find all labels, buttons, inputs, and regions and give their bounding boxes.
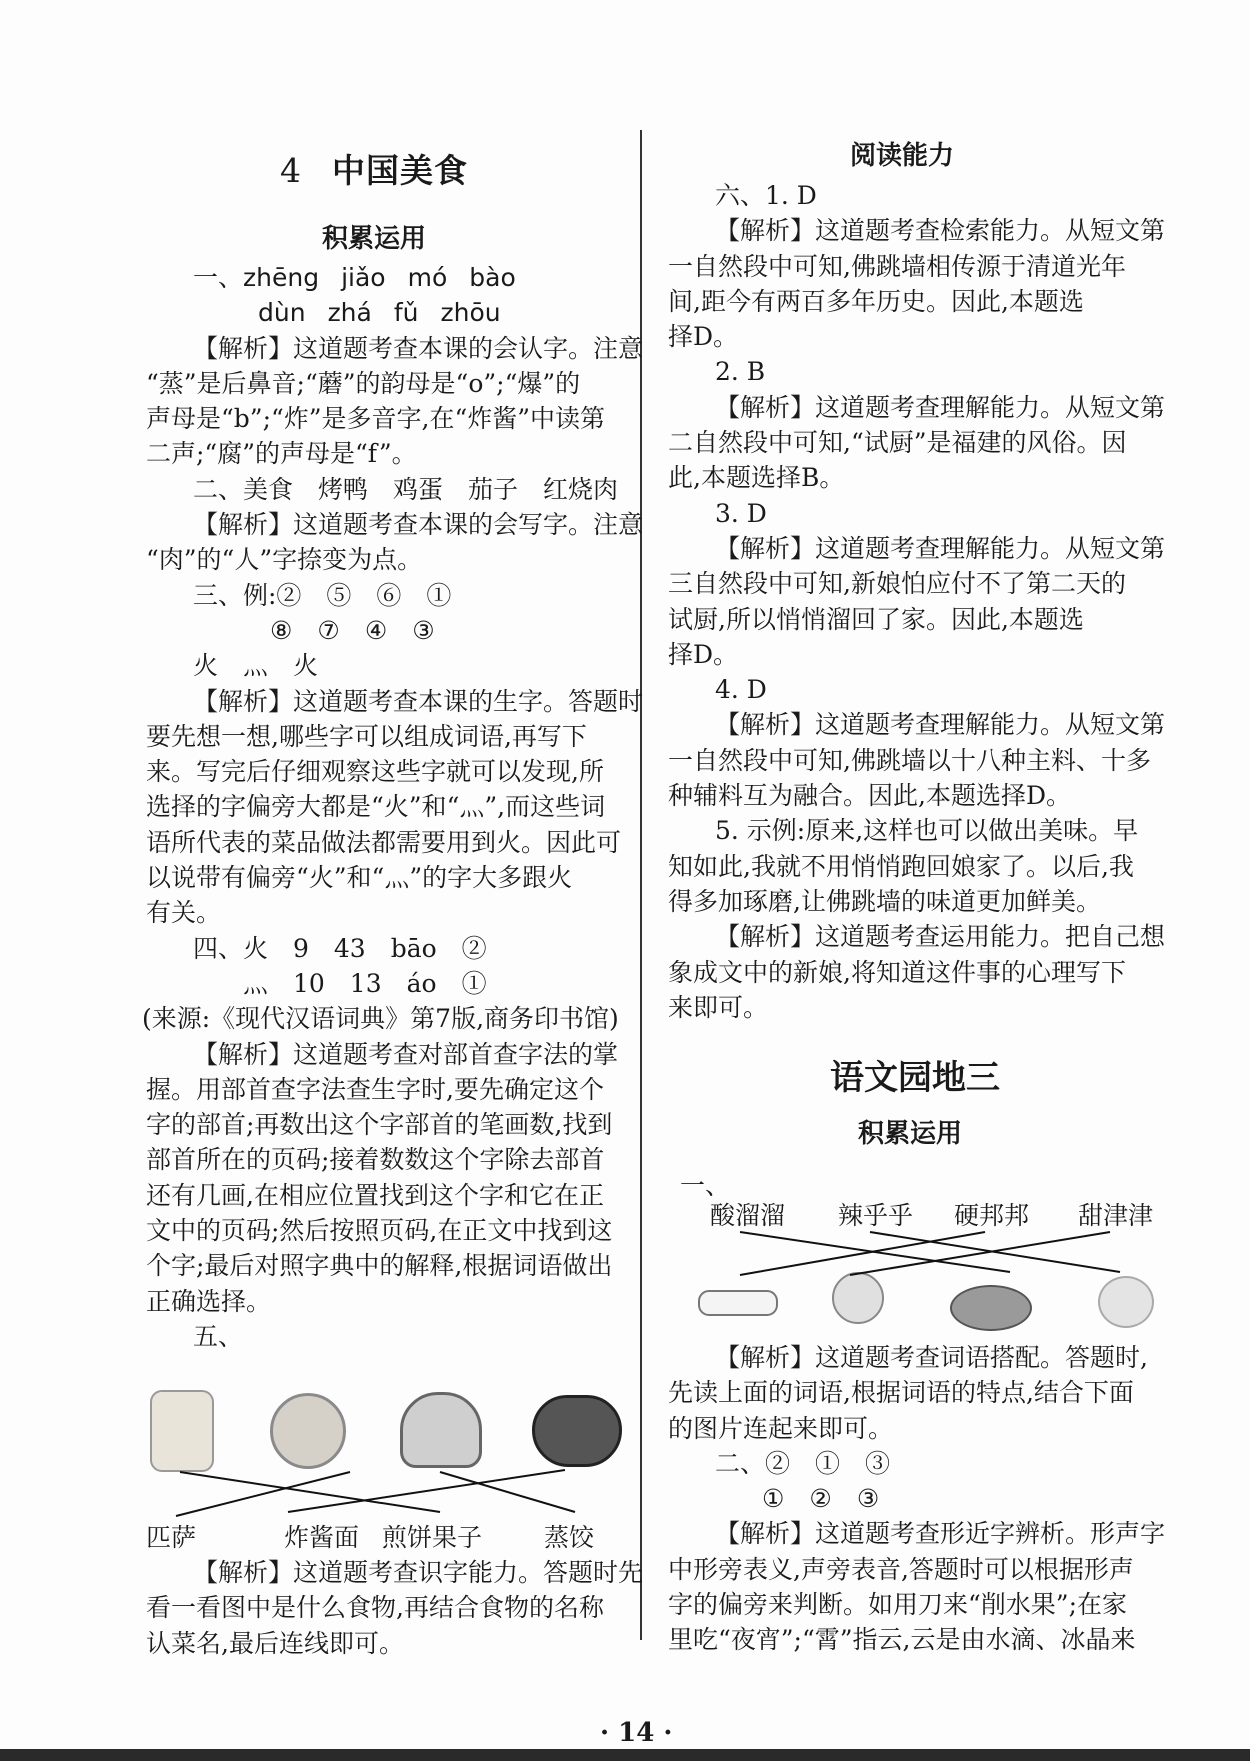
q5-label: 五、 — [193, 1321, 244, 1351]
text-line: 【解析】这道题考查检索能力。从短文第 — [715, 216, 1166, 246]
text-line: 里吃“夜宵”;“霄”指云,云是由水滴、冰晶来 — [668, 1625, 1136, 1655]
text-line: 【解析】这道题考查本课的会写字。注意 — [193, 510, 644, 540]
section-title-reading: 阅读能力 — [850, 141, 955, 171]
text-line: 文中的页码;然后按照页码,在正文中找到这 — [146, 1216, 613, 1246]
text-line: 【解析】这道题考查对部首查字法的掌 — [193, 1039, 619, 1069]
text-line: 选择的字偏旁大都是“火”和“灬”,而这些词 — [146, 792, 606, 822]
pinyin: zhá — [327, 298, 372, 328]
pinyin: fǔ — [393, 298, 419, 328]
text-line: 【解析】这道题考查词语搭配。答题时, — [715, 1343, 1148, 1372]
text-line: 此,本题选择B。 — [668, 463, 845, 493]
q4-row1: 四、火 9 43 bāo ② — [193, 933, 487, 963]
text-line: 以说带有偏旁“火”和“灬”的字大多跟火 — [146, 863, 573, 893]
pinyin: mó — [407, 263, 448, 292]
text-line: 字的部首;再数出这个字部首的笔画数,找到 — [146, 1110, 613, 1140]
taste-word: 硬邦邦 — [954, 1201, 1030, 1230]
r3: 3. D — [715, 498, 767, 528]
page-number: · 14 · — [600, 1718, 673, 1748]
text-line: 【解析】这道题考查识字能力。答题时先 — [193, 1558, 644, 1587]
q3-row1: 三、例:② ⑤ ⑥ ① — [193, 580, 452, 610]
taste-word: 酸溜溜 — [710, 1201, 786, 1230]
taste-word: 辣乎乎 — [838, 1201, 914, 1230]
taste-word: 甜津津 — [1078, 1201, 1154, 1230]
food-name: 匹萨 — [146, 1523, 197, 1552]
q3-row2: ⑧ ⑦ ④ ③ — [270, 615, 435, 645]
food-name: 蒸饺 — [544, 1523, 595, 1552]
pinyin: jiǎo — [341, 263, 386, 292]
q1-label: 一、 — [193, 263, 244, 292]
r4: 4. D — [715, 675, 767, 705]
pinyin: zhēng — [243, 263, 320, 292]
pinyin: bào — [469, 263, 516, 292]
text-line: 声母是“b”;“炸”是多音字,在“炸酱”中读第 — [146, 404, 606, 434]
text-line: 还有几画,在相应位置找到这个字和它在正 — [146, 1180, 604, 1210]
text-line: 【解析】这道题考查运用能力。把自己想 — [715, 922, 1166, 952]
text-line: 二声;“腐”的声母是“f”。 — [146, 439, 417, 469]
u2-row1: 二、② ① ③ — [715, 1448, 891, 1478]
text-line: 试厨,所以悄悄溜回了家。因此,本题选 — [668, 604, 1084, 634]
text-line: 择D。 — [668, 639, 739, 669]
text-line: 【解析】这道题考查本课的生字。答题时 — [193, 686, 644, 716]
text-line: 握。用部首查字法查生字时,要先确定这个 — [146, 1074, 604, 1104]
u2-row2: ① ② ③ — [762, 1484, 880, 1514]
pinyin: zhōu — [440, 298, 501, 328]
section-title-accumulate-2: 积累运用 — [858, 1119, 963, 1149]
chapter-number: 4 — [280, 151, 302, 190]
text-line: 先读上面的词语,根据词语的特点,结合下面 — [668, 1378, 1134, 1408]
text-line: 要先想一想,哪些字可以组成词语,再写下 — [146, 721, 587, 751]
q4-row2: 灬 10 13 áo ① — [243, 968, 487, 998]
text-line: 得多加琢磨,让佛跳墙的味道更加鲜美。 — [668, 886, 1101, 916]
text-line: “蒸”是后鼻音;“蘑”的韵母是“o”;“爆”的 — [146, 368, 581, 398]
chapter-name: 中国美食 — [332, 151, 468, 190]
source-note: (来源:《现代汉语词典》第7版,商务印书馆) — [142, 1004, 619, 1034]
text-line: 5. 示例:原来,这样也可以做出美味。早 — [715, 816, 1139, 846]
text-line: 正确选择。 — [146, 1286, 272, 1316]
unit-title: 语文园地三 — [830, 1058, 1000, 1098]
text-line: 一自然段中可知,佛跳墙相传源于清道光年 — [668, 251, 1126, 281]
section-title-accumulate: 积累运用 — [322, 224, 427, 254]
text-line: 认菜名,最后连线即可。 — [146, 1628, 404, 1658]
food-name: 炸酱面 — [284, 1523, 360, 1552]
r2: 2. B — [715, 357, 766, 387]
text-line: 【解析】这道题考查形近字辨析。形声字 — [715, 1519, 1166, 1549]
u1-label: 一、 — [680, 1171, 731, 1200]
text-line: 来即可。 — [668, 992, 769, 1022]
text-line: 语所代表的菜品做法都需要用到火。因此可 — [146, 827, 622, 857]
text-line: 个字;最后对照字典中的解释,根据词语做出 — [146, 1251, 613, 1281]
text-line: 【解析】这道题考查理解能力。从短文第 — [715, 533, 1166, 563]
scan-edge — [0, 1749, 1250, 1761]
food-name: 煎饼果子 — [382, 1523, 483, 1552]
text-line: 中形旁表义,声旁表音,答题时可以根据形声 — [668, 1554, 1134, 1584]
text-line: 象成文中的新娘,将知道这件事的心理写下 — [668, 957, 1126, 987]
text-line: 来。写完后仔细观察这些字就可以发现,所 — [146, 757, 604, 787]
text-line: 【解析】这道题考查理解能力。从短文第 — [715, 710, 1166, 740]
text-line: 【解析】这道题考查理解能力。从短文第 — [715, 392, 1166, 422]
text-line: 间,距今有两百多年历史。因此,本题选 — [668, 286, 1084, 316]
text-line: 的图片连起来即可。 — [668, 1413, 894, 1443]
text-line: 一自然段中可知,佛跳墙以十八种主料、十多 — [668, 745, 1151, 775]
text-line: 看一看图中是什么食物,再结合食物的名称 — [146, 1593, 604, 1623]
text-line: 择D。 — [668, 322, 739, 352]
pinyin: dùn — [258, 298, 306, 328]
text-line: 部首所在的页码;接着数数这个字除去部首 — [146, 1145, 605, 1175]
text-line: 二自然段中可知,“试厨”是福建的风俗。因 — [668, 428, 1127, 458]
text-line: “肉”的“人”字捺变为点。 — [146, 545, 423, 575]
r1: 六、1. D — [715, 181, 817, 210]
text-line: 【解析】这道题考查本课的会认字。注意 — [193, 333, 644, 363]
text-line: 知如此,我就不用悄悄跑回娘家了。以后,我 — [668, 851, 1134, 881]
text-line: 种辅料互为融合。因此,本题选择D。 — [668, 781, 1071, 811]
q3-row3: 火 灬 火 — [193, 651, 319, 681]
text-line: 三自然段中可知,新娘怕应付不了第二天的 — [668, 569, 1126, 599]
text-line: 有关。 — [146, 898, 222, 928]
q2-answer: 二、美食 烤鸭 鸡蛋 茄子 红烧肉 — [193, 474, 619, 504]
text-line: 字的偏旁来判断。如用刀来“削水果”;在家 — [668, 1590, 1127, 1620]
